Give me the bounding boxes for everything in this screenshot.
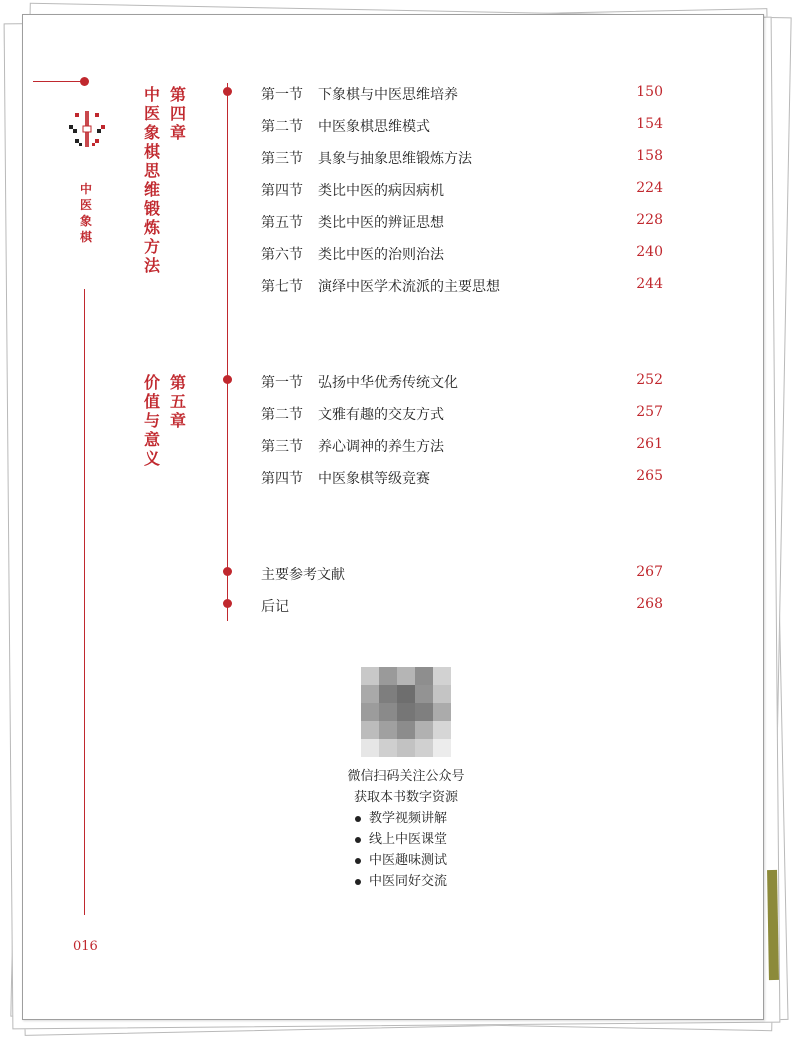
qr-feature-label: 教学视频讲解	[369, 811, 448, 826]
toc-entry[interactable]	[261, 84, 663, 106]
chapter-title-char: 值	[143, 392, 160, 411]
chapter-title-char: 医	[143, 104, 160, 123]
top-ornament-dot	[80, 77, 89, 86]
section-number: 第二节	[261, 407, 303, 423]
side-title-char: 棋	[79, 230, 92, 244]
chapter-4-title	[143, 85, 161, 275]
qr-caption-line: 获取本书数字资源	[353, 790, 458, 805]
section-page: 261	[636, 436, 663, 452]
toc-entry[interactable]	[261, 372, 663, 394]
chess-logo-icon	[67, 109, 107, 149]
timeline-dot	[223, 375, 232, 384]
toc-page	[22, 14, 764, 1020]
section-number: 第三节	[261, 151, 303, 167]
toc-timeline-rule	[227, 83, 228, 621]
back-matter-title: 主要参考文献	[261, 567, 345, 583]
qr-code-image[interactable]	[361, 667, 451, 757]
qr-feature-item	[355, 828, 447, 847]
chapter-title-char: 与	[143, 411, 160, 430]
section-number: 第四节	[261, 471, 303, 487]
section-number: 第四节	[261, 183, 303, 199]
section-title: 文雅有趣的交友方式	[318, 407, 444, 423]
toc-entry[interactable]	[261, 180, 663, 202]
toc-entry[interactable]	[261, 148, 663, 170]
section-title: 弘扬中华优秀传统文化	[318, 375, 458, 391]
section-title: 类比中医的辨证思想	[318, 215, 444, 231]
bullet-icon	[355, 816, 361, 822]
chapter-number-char: 四	[169, 104, 186, 123]
chapter-title-char: 思	[143, 161, 160, 180]
back-matter-title: 后记	[261, 599, 289, 615]
qr-feature-label: 中医同好交流	[369, 874, 448, 889]
section-title: 演绎中医学术流派的主要思想	[318, 279, 500, 295]
section-title: 下象棋与中医思维培养	[318, 87, 458, 103]
top-ornament-rule	[33, 81, 81, 82]
toc-entry[interactable]	[261, 276, 663, 298]
toc-entry[interactable]	[261, 436, 663, 458]
chapter-number-char: 章	[169, 123, 186, 142]
qr-feature-label: 中医趣味测试	[369, 853, 448, 868]
section-page: 265	[636, 468, 663, 484]
toc-entry-afterword[interactable]	[261, 596, 663, 618]
timeline-dot	[223, 567, 232, 576]
section-number: 第三节	[261, 439, 303, 455]
chapter-title-char: 炼	[143, 218, 160, 237]
chapter-title-char: 法	[143, 256, 160, 275]
bullet-icon	[355, 879, 361, 885]
section-page: 228	[636, 212, 663, 228]
page-number: 016	[73, 939, 98, 954]
side-book-title	[77, 181, 95, 245]
toc-entry[interactable]	[261, 212, 663, 234]
chapter-title-char: 意	[143, 430, 160, 449]
qr-feature-item	[355, 807, 447, 826]
chapter-number-char: 第	[169, 85, 186, 104]
qr-feature-item	[355, 870, 447, 889]
side-title-char: 象	[79, 214, 92, 228]
section-number: 第一节	[261, 375, 303, 391]
section-title: 类比中医的治则治法	[318, 247, 444, 263]
side-vertical-rule	[84, 289, 85, 915]
section-number: 第二节	[261, 119, 303, 135]
section-title: 类比中医的病因病机	[318, 183, 444, 199]
qr-feature-label: 线上中医课堂	[369, 832, 448, 847]
qr-feature-item	[355, 849, 447, 868]
section-page: 224	[636, 180, 663, 196]
underlying-sheet-edge	[767, 870, 779, 980]
section-page: 257	[636, 404, 663, 420]
section-number: 第七节	[261, 279, 303, 295]
toc-entry-references[interactable]	[261, 564, 663, 586]
section-page: 154	[636, 116, 663, 132]
timeline-dot	[223, 87, 232, 96]
section-page: 244	[636, 276, 663, 292]
toc-entry[interactable]	[261, 116, 663, 138]
chapter-5-title	[143, 373, 161, 468]
toc-entry[interactable]	[261, 244, 663, 266]
section-title: 中医象棋思维模式	[318, 119, 430, 135]
back-matter-page: 268	[636, 596, 663, 612]
chapter-title-char: 中	[143, 85, 160, 104]
section-number: 第六节	[261, 247, 303, 263]
chapter-title-char: 维	[143, 180, 160, 199]
side-title-char: 中	[79, 182, 92, 196]
timeline-dot	[223, 599, 232, 608]
chapter-title-char: 象	[143, 123, 160, 142]
toc-entry[interactable]	[261, 468, 663, 490]
section-number: 第一节	[261, 87, 303, 103]
qr-caption-line: 微信扫码关注公众号	[347, 769, 465, 784]
chapter-4-number	[169, 85, 187, 142]
chapter-title-char: 棋	[143, 142, 160, 161]
section-page: 158	[636, 148, 663, 164]
section-title: 中医象棋等级竞赛	[318, 471, 430, 487]
bullet-icon	[355, 858, 361, 864]
section-page: 150	[636, 84, 663, 100]
toc-entry[interactable]	[261, 404, 663, 426]
section-page: 252	[636, 372, 663, 388]
chapter-title-char: 义	[143, 449, 160, 468]
chapter-5-number	[169, 373, 187, 430]
bullet-icon	[355, 837, 361, 843]
side-title-char: 医	[79, 198, 92, 212]
section-page: 240	[636, 244, 663, 260]
section-number: 第五节	[261, 215, 303, 231]
chapter-title-char: 方	[143, 237, 160, 256]
chapter-number-char: 五	[169, 392, 186, 411]
section-title: 养心调神的养生方法	[318, 439, 444, 455]
back-matter-page: 267	[636, 564, 663, 580]
section-title: 具象与抽象思维锻炼方法	[318, 151, 472, 167]
chapter-number-char: 章	[169, 411, 186, 430]
chapter-title-char: 价	[143, 373, 160, 392]
chapter-number-char: 第	[169, 373, 186, 392]
chapter-title-char: 锻	[143, 199, 160, 218]
